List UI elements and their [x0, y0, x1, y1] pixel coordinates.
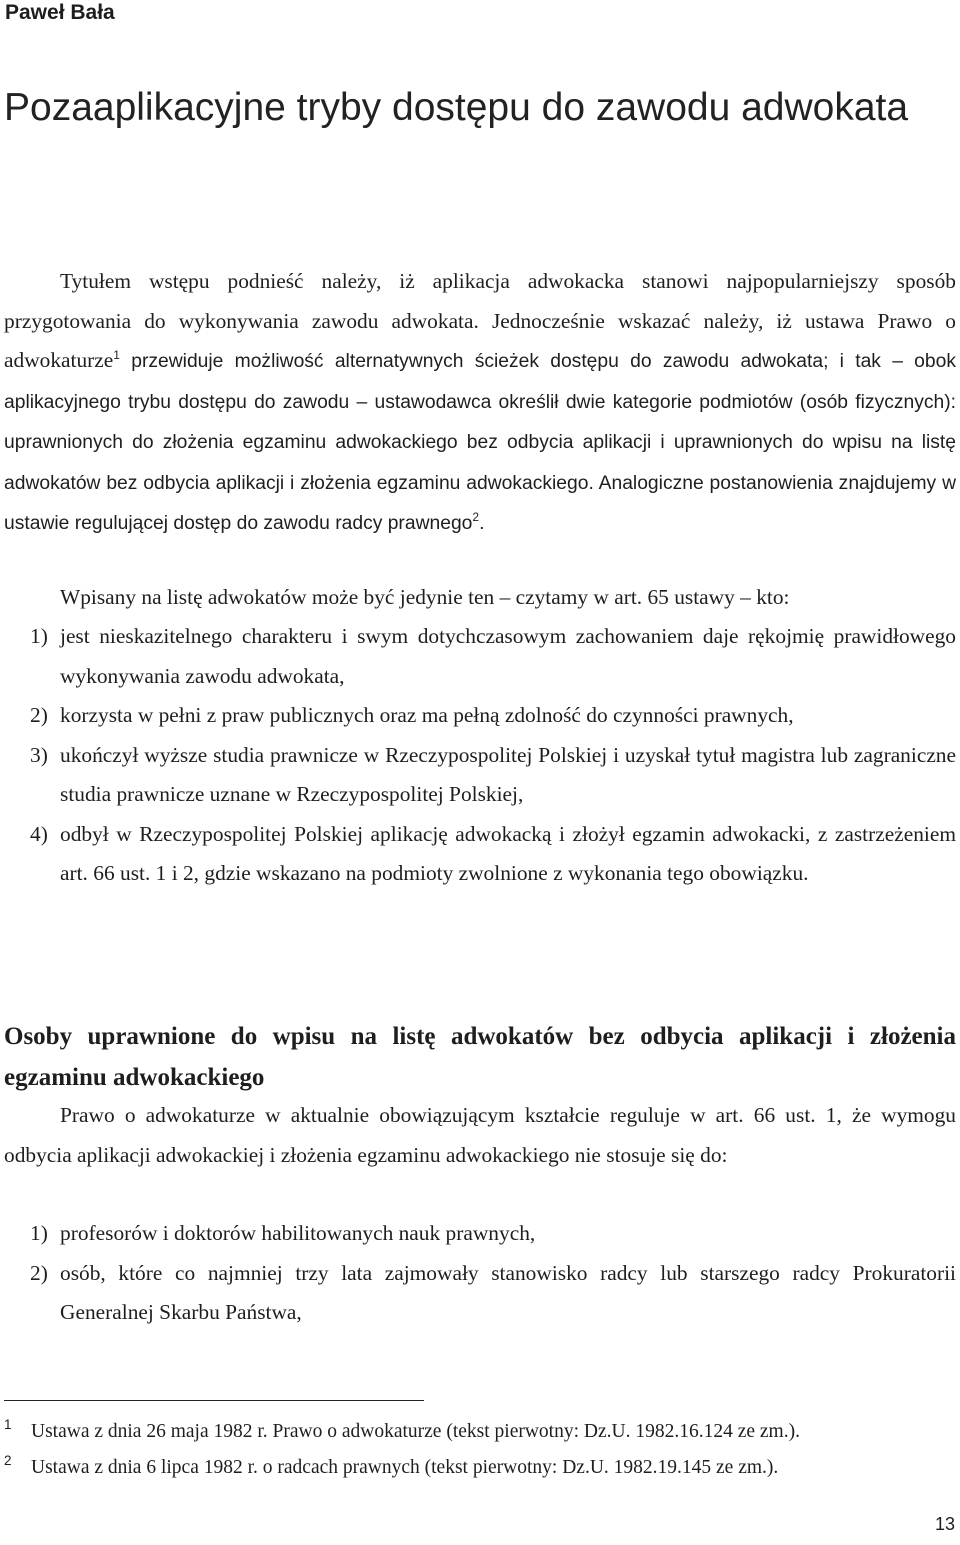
list-item: 1) profesorów i doktorów habilitowanych nauk prawnych,	[30, 1221, 536, 1245]
exemptions-list	[4, 1214, 956, 1333]
section-paragraph: Prawo o adwokaturze w aktualnie obowiązującym kształcie reguluje w art. 66 ust. 1, że wymogu odbycia aplikacji adwokackiej i złożenia egzaminu adwokackiego nie stosuje się do:	[4, 1103, 956, 1167]
list-item: 2) osób, które co najmniej trzy lata zajmowały stanowisko radcy lub starszego radcy Prokuratorii Generalnej Skarbu Państwa,	[30, 1260, 956, 1324]
footnote-1: 1 Ustawa z dnia 26 maja 1982 r. Prawo o adwokaturze (tekst pierwotny: Dz.U. 1982.16.124 ze zm.).	[4, 1417, 800, 1442]
footnotes	[4, 1414, 956, 1486]
intro-text-serif: Tytułem wstępu podnieść należy, iż aplikacja adwokacka stanowi najpopularniejszy sposób przygotowania do wykonywania zawodu adwokata. Jednocześnie wskazać należy, iż ustawa Prawo o adwokaturze	[4, 269, 956, 372]
chapter-title: Pozaaplikacyjne tryby dostępu do zawodu adwokata	[4, 86, 909, 129]
list-item: 3) ukończył wyższe studia prawnicze w Rzeczypospolitej Polskiej i uzyskał tytuł magistra lub zagraniczne studia prawnicze uznane w Rzeczypospolitej Polskiej,	[30, 742, 956, 806]
footnote-ref-1[interactable]: 1	[113, 348, 120, 362]
section-heading: Osoby uprawnione do wpisu na listę adwokatów bez odbycia aplikacji i złożenia egzaminu adwokackiego	[4, 1023, 956, 1091]
article-65-intro: Wpisany na listę adwokatów może być jedynie ten – czytamy w art. 65 ustawy – kto:	[60, 585, 790, 609]
author-name: Paweł Bała	[5, 1, 115, 24]
list-item: 1) jest nieskazitelnego charakteru i swym dotychczasowym zachowaniem daje rękojmię prawidłowego wykonywania zawodu adwokata,	[30, 624, 956, 688]
list-item: 2) korzysta w pełni z praw publicznych oraz ma pełną zdolność do czynności prawnych,	[30, 703, 794, 727]
requirements-list	[4, 617, 956, 894]
footnote-2: 2 Ustawa z dnia 6 lipca 1982 r. o radcach prawnych (tekst pierwotny: Dz.U. 1982.19.145 ze zm.).	[4, 1453, 779, 1478]
footnote-ref-2[interactable]: 2	[472, 510, 480, 524]
intro-paragraph: Tytułem wstępu podnieść należy, iż aplikacja adwokacka stanowi najpopularniejszy sposób przygotowania do wykonywania zawodu adwokata. Jednocześnie wskazać należy, iż ustawa Prawo o adwokaturze$^1$ przewiduje możliwość alternatywnych ścieżek dostępu do zawodu adwokata; i tak – obok aplikacyjnego trybu dostępu do zawodu – ustawodawca określił dwie kategorie podmiotów (osób fizycznych): uprawnionych do złożenia egzaminu adwokackiego bez odbycia aplikacji i uprawnionych do wpisu na listę adwokatów bez odbycia aplikacji i złożenia egzaminu adwokackiego. Analogiczne postanowienia znajdujemy w ustawie regulującej dostęp do zawodu radcy prawnego$^2$.	[4, 269, 956, 534]
page-number: 13	[934, 1514, 955, 1534]
intro-text-sans: przewiduje możliwość alternatywnych ścieżek dostępu do zawodu adwokata; i tak – obok aplikacyjnego trybu dostępu do zawodu – ustawodawca określił dwie kategorie podmiotów (osób fizycznych): uprawnionych do złożenia egzaminu adwokackiego bez odbycia aplikacji i uprawnionych do wpisu na listę adwokatów bez odbycia aplikacji i złożenia egzaminu adwokackiego. Analogiczne postanowienia znajdujemy w ustawie regulującej dostęp do zawodu radcy prawnego	[4, 351, 956, 534]
footnote-divider	[4, 1400, 424, 1401]
list-item: 4) odbył w Rzeczypospolitej Polskiej aplikację adwokacką i złożył egzamin adwokacki, z zastrzeżeniem art. 66 ust. 1 i 2, gdzie wskazano na podmioty zwolnione z wykonania tego obowiązku.	[30, 821, 956, 885]
